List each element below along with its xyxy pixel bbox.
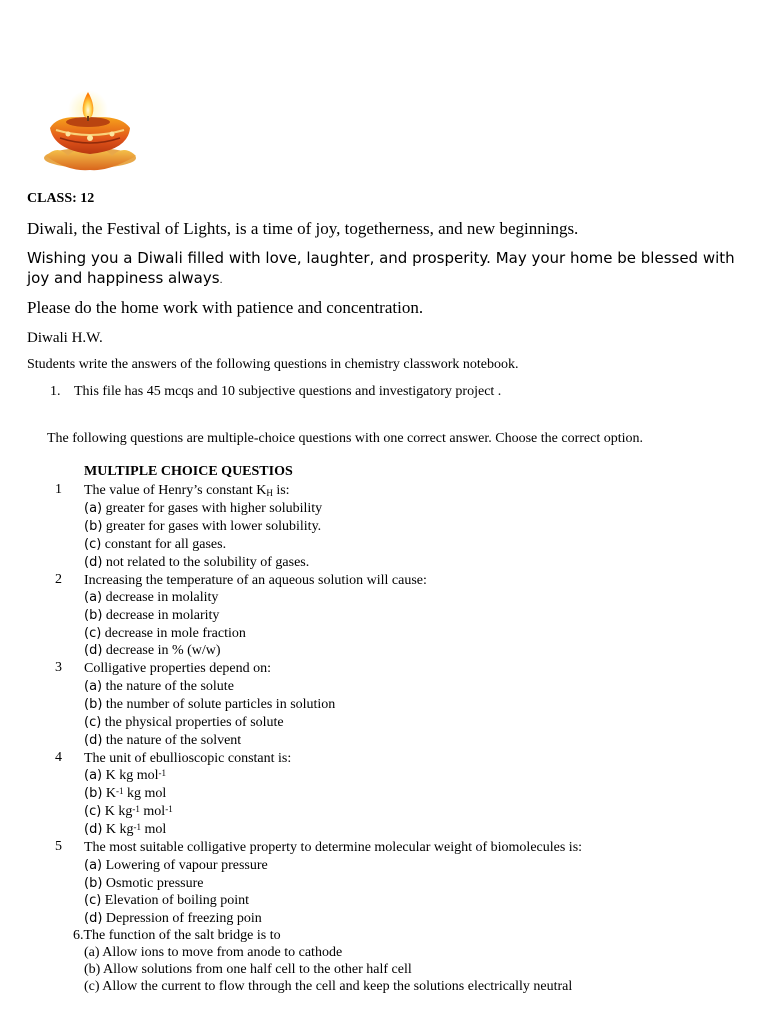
- list-item-number: 1.: [50, 384, 61, 399]
- option-text: the nature of the solvent: [102, 733, 242, 748]
- option-text: decrease in mole fraction: [101, 626, 246, 641]
- option: [84, 875, 204, 892]
- option: [84, 732, 241, 749]
- option: [84, 500, 322, 517]
- question-text: Increasing the temperature of an aqueous solution will cause:: [84, 573, 427, 588]
- option: [84, 785, 166, 802]
- superscript: -1: [116, 786, 124, 796]
- option: (a) Allow ions to move from anode to cathode: [84, 945, 343, 960]
- question-number: 2: [55, 572, 62, 587]
- question-text-part: The value of Henry’s constant K: [84, 483, 267, 498]
- homework-title: Diwali H.W.: [27, 330, 103, 346]
- option-text: decrease in molality: [102, 590, 219, 605]
- option-label: (d): [84, 822, 103, 837]
- option-label: (b): [84, 519, 103, 534]
- option-text: not related to the solubility of gases.: [102, 555, 310, 570]
- option-label: (d): [84, 555, 103, 570]
- option-text: greater for gases with lower solubility.: [102, 519, 322, 534]
- option-label: (b): [84, 697, 103, 712]
- option-text: Elevation of boiling point: [101, 893, 250, 908]
- option-text: K kg: [102, 822, 134, 837]
- homework-instruction: Please do the home work with patience and concentration.: [27, 298, 424, 317]
- option-label: (c): [84, 893, 102, 908]
- option: [84, 625, 246, 642]
- option-text: the number of solute particles in solution: [102, 697, 336, 712]
- option: [84, 642, 221, 659]
- superscript: -1: [165, 804, 173, 814]
- superscript: -1: [133, 822, 142, 832]
- option: [84, 589, 218, 606]
- option: [84, 767, 166, 784]
- option-label: (b): [84, 876, 103, 891]
- option: [84, 892, 249, 909]
- question-text: The most suitable colligative property to determine molecular weight of biomolecules is:: [84, 840, 583, 855]
- question-text: 6.The function of the salt bridge is to: [73, 928, 281, 943]
- greeting-line-2: [27, 248, 742, 291]
- option-text: kg mol: [123, 786, 167, 801]
- option-label: (d): [84, 911, 103, 926]
- option: [84, 518, 321, 535]
- notebook-instruction: Students write the answers of the following questions in chemistry classwork notebook.: [27, 357, 519, 372]
- option-text: mol: [141, 822, 167, 837]
- list-item-text: This file has 45 mcqs and 10 subjective questions and investigatory project .: [74, 384, 502, 399]
- option: [84, 607, 219, 624]
- option-text: K kg: [101, 804, 133, 819]
- option-text: greater for gases with higher solubility: [102, 501, 323, 516]
- question-number: 3: [55, 660, 62, 675]
- option: [84, 696, 335, 713]
- option-label: (c): [84, 715, 102, 730]
- option-label: (d): [84, 643, 103, 658]
- option-label: (a): [84, 768, 103, 783]
- option-label: (c): [84, 626, 102, 641]
- question-text: Colligative properties depend on:: [84, 661, 272, 676]
- option-text: K: [102, 786, 117, 801]
- greeting-line-2-text: Wishing you a Diwali filled with love, laughter, and prosperity. May your home be blessed with joy and happiness always: [27, 249, 735, 287]
- superscript: -1: [158, 768, 167, 778]
- option-text: constant for all gases.: [101, 537, 227, 552]
- subscript: H: [266, 488, 273, 498]
- class-label: CLASS: 12: [27, 191, 95, 206]
- question-text: The unit of ebullioscopic constant is:: [84, 751, 292, 766]
- option-text: the nature of the solute: [102, 679, 234, 694]
- option-text: decrease in molarity: [102, 608, 220, 623]
- option-label: (c): [84, 537, 102, 552]
- option-label: (a): [84, 679, 103, 694]
- option-label: (a): [84, 858, 103, 873]
- question-number: 5: [55, 839, 62, 854]
- option-text: mol: [139, 804, 166, 819]
- option-label: (c): [84, 804, 102, 819]
- option-label: (b): [84, 608, 103, 623]
- option: [84, 554, 309, 571]
- list-item: [50, 384, 501, 400]
- option-text: Depression of freezing poin: [102, 911, 262, 926]
- greeting-line-2-end: .: [219, 275, 223, 286]
- option: [84, 714, 284, 731]
- option: [84, 857, 268, 874]
- superscript: -1: [132, 804, 140, 814]
- option: [84, 803, 173, 820]
- option: [84, 536, 226, 553]
- option: (c) Allow the current to flow through the cell and keep the solutions electrically neutral: [84, 979, 573, 994]
- question-number: 4: [55, 750, 62, 765]
- option-text: the physical properties of solute: [101, 715, 284, 730]
- question-number: 1: [55, 482, 62, 497]
- option-text: Lowering of vapour pressure: [102, 858, 268, 873]
- option: [84, 678, 234, 695]
- option-text: K kg mol: [102, 768, 159, 783]
- option-label: (a): [84, 501, 103, 516]
- option: [84, 910, 262, 927]
- diya-lamp-image: [38, 84, 142, 176]
- option: [84, 821, 166, 838]
- option-label: (b): [84, 786, 103, 801]
- greeting-line-1: Diwali, the Festival of Lights, is a time of joy, togetherness, and new beginnings.: [27, 219, 579, 238]
- question-text-part: is:: [272, 483, 290, 498]
- option: (b) Allow solutions from one half cell to the other half cell: [84, 962, 412, 977]
- option-label: (d): [84, 733, 103, 748]
- mcq-heading: MULTIPLE CHOICE QUESTIOS: [84, 464, 293, 479]
- option-label: (a): [84, 590, 103, 605]
- option-text: decrease in % (w/w): [102, 643, 221, 658]
- question-text: [84, 482, 290, 500]
- option-text: Osmotic pressure: [102, 876, 204, 891]
- mcq-intro: The following questions are multiple-choice questions with one correct answer. Choose the correct option.: [47, 431, 644, 446]
